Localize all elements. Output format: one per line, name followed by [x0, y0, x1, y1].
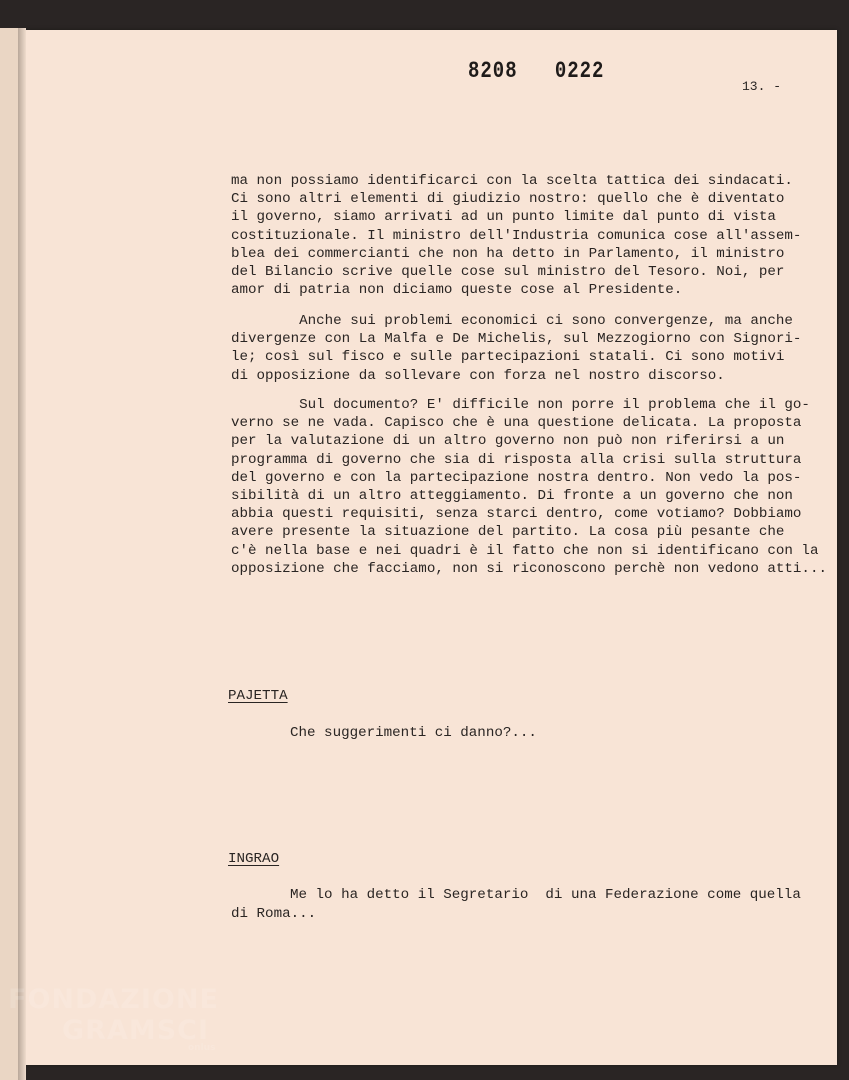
paragraph-3: Sul documento? E' difficile non porre il problema che il verno se ne vada. Capisco che è una questione delicata. La proposta per la valutazione di un altro governo non può non riferirsi a programma di governo che sia di risposta alla crisi sulla struttura del governo e con la partecipazione nostra dentro. Non vedo la sibilità di un altro atteggiamento. Di fronte a un governo che abbia questi requisiti, senza starci dentro, come votiamo? Dobbiamo avere presente la situazione del partito. La cosa più pesante c'è nella base e nei quadri è il fatto che non si identificano opposizione che facciamo, non si riconoscono perchè non vedono — [231, 397, 802, 577]
speaker-label-ingrao: INGRAO — [228, 851, 280, 867]
paragraph-1: ma non possiamo identificarci con la scelta tattica dei sindacati. Ci sono altri elementi di giudizio nostro: quello che è diventato il governo, siamo arrivati ad un punto limite dal punto di vista costituzionale. Il ministro dell'Industria comunica cose all'assem- blea dei commercianti che non ha detto in Parlamento, il ministro del Bilancio scrive quelle cose sul ministro del Tesoro. Noi, amor di patria non diciamo queste cose al Presidente. — [231, 173, 802, 299]
speech-ingrao-line-1: Me lo ha detto il Segretario di una Federazione come quella — [290, 887, 801, 903]
paragraph-2: Anche sui problemi economici ci sono convergenze, ma divergenze con La Malfa e De Michelis, sul Mezzogiorno con Signori- le; così sul fisco e sulle partecipazioni statali. Ci sono motivi di opposizione da sollevare con forza nel nostro discorso. — [231, 313, 802, 384]
book-gutter — [18, 28, 26, 1080]
speech-ingrao-line-2: di Roma... — [231, 906, 317, 922]
speech-pajetta: Che suggerimenti ci danno?... — [290, 725, 537, 741]
document-number: 8208 0222 — [468, 57, 605, 85]
speaker-label-pajetta: PAJETTA — [228, 688, 288, 704]
page-number: 13. - — [742, 79, 782, 94]
watermark-line-3: onlus — [188, 1043, 216, 1053]
watermark-line-2: GRAMSCI — [62, 1015, 210, 1046]
watermark-line-1: FONDAZIONE — [8, 984, 219, 1015]
fondazione-gramsci-watermark — [8, 986, 219, 1053]
